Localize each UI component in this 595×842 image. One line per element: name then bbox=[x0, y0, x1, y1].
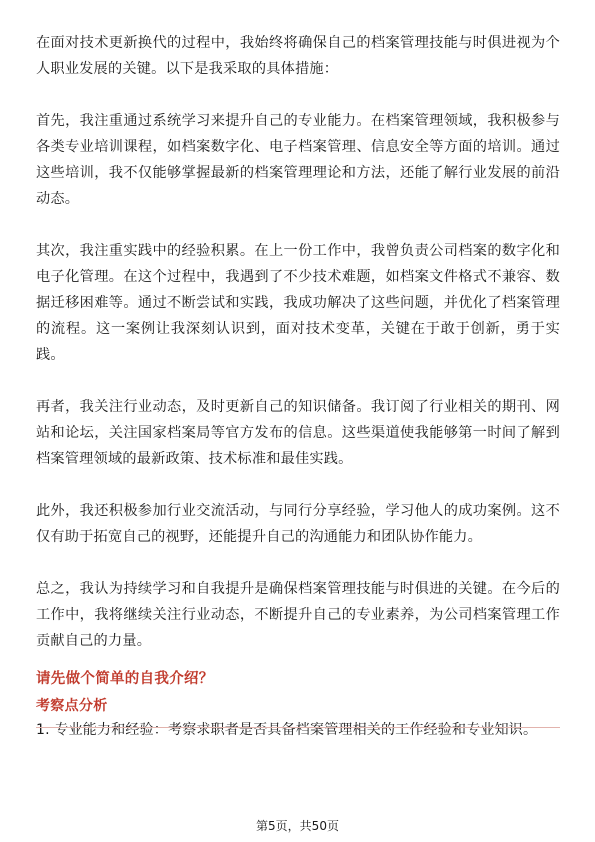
question-heading: 请先做个简单的自我介绍？ bbox=[36, 671, 214, 687]
page-number: 第5页，共50页 bbox=[256, 819, 339, 833]
answer-paragraph-1: 在面对技术更新换代的过程中，我始终将确保自己的档案管理技能与时俱进视为个人职业发展的关键。以下是我采取的具体措施： bbox=[36, 35, 560, 77]
answer-paragraph-3: 其次，我注重实践中的经验积累。在上一份工作中，我曾负责公司档案的数字化和电子化管理。在这个过程中，我遇到了不少技术难题，如档案文件格式不兼容、数据迁移困难等。通过不断尝试和实践，我成功解决了这些问题，并优化了档案管理的流程。这一案例让我深刻认识到，面对技术变革，关键在于敢于创新，勇于实践。 bbox=[36, 243, 560, 363]
answer-paragraph-4: 再者，我关注行业动态，及时更新自己的知识储备。我订阅了行业相关的期刊、网站和论坛，关注国家档案局等官方发布的信息。这些渠道使我能够第一时间了解到档案管理领域的最新政策、技术标准和最佳实践。 bbox=[36, 399, 560, 467]
analysis-heading: 考察点分析 bbox=[36, 698, 108, 714]
analysis-point-1: 1. 专业能力和经验：考察求职者是否具备档案管理相关的工作经验和专业知识。 bbox=[36, 722, 538, 738]
answer-paragraph-5: 此外，我还积极参加行业交流活动，与同行分享经验，学习他人的成功案例。这不仅有助于拓宽自己的视野，还能提升自己的沟通能力和团队协作能力。 bbox=[36, 503, 560, 545]
section-divider bbox=[36, 727, 560, 728]
page-content bbox=[36, 30, 560, 741]
answer-paragraph-6: 总之，我认为持续学习和自我提升是确保档案管理技能与时俱进的关键。在今后的工作中，我将继续关注行业动态，不断提升自己的专业素养，为公司档案管理工作贡献自己的力量。 bbox=[36, 581, 560, 649]
answer-paragraph-2: 首先，我注重通过系统学习来提升自己的专业能力。在档案管理领域，我积极参与各类专业培训课程，如档案数字化、电子档案管理、信息安全等方面的培训。通过这些培训，我不仅能够掌握最新的档案管理理论和方法，还能了解行业发展的前沿动态。 bbox=[36, 113, 560, 207]
